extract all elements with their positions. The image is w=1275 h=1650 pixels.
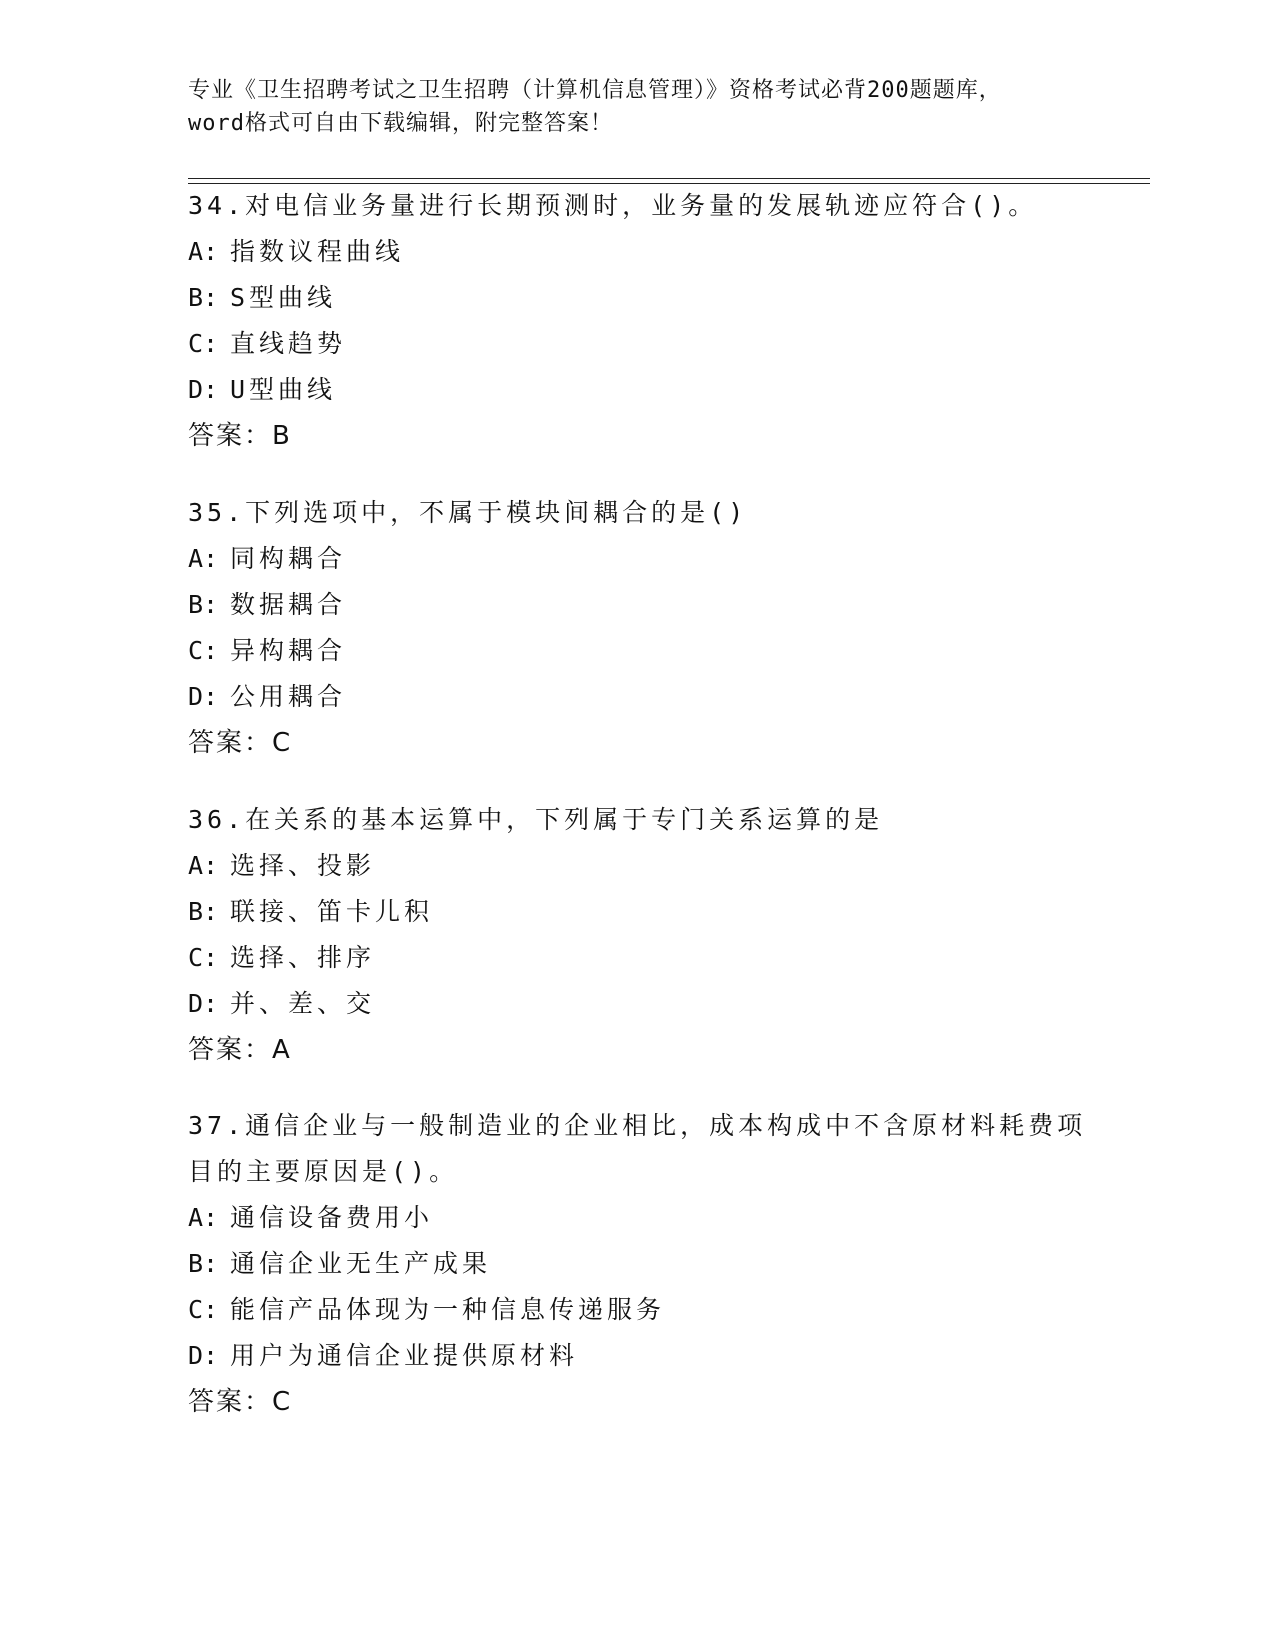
answer-value: B — [272, 421, 291, 451]
answer-value: C — [272, 1387, 292, 1417]
option-text: 并、差、交 — [230, 989, 376, 1018]
option-text: 联接、笛卡儿积 — [230, 897, 434, 926]
option-letter: A: — [188, 544, 219, 573]
option-c — [188, 321, 1088, 367]
document-header — [188, 74, 1088, 140]
option-letter: B: — [188, 283, 219, 312]
option-letter: D: — [188, 375, 219, 404]
option-letter: D: — [188, 1341, 219, 1370]
option-text: 数据耦合 — [230, 590, 347, 619]
option-text: 选择、投影 — [230, 851, 376, 880]
option-text: 选择、排序 — [230, 943, 376, 972]
option-text: U型曲线 — [230, 375, 337, 404]
option-letter: A: — [188, 851, 219, 880]
option-c — [188, 628, 1088, 674]
answer-label: 答案： — [188, 1035, 273, 1065]
option-b — [188, 275, 1088, 321]
answer-line — [188, 413, 1088, 459]
option-letter: B: — [188, 897, 219, 926]
option-letter: A: — [188, 237, 219, 266]
question-stem: 37.通信企业与一般制造业的企业相比，成本构成中不含原材料耗费项 — [188, 1111, 1087, 1140]
header-line-2: word格式可自由下载编辑，附完整答案！ — [188, 111, 613, 136]
option-text: 用户为通信企业提供原材料 — [230, 1341, 579, 1370]
option-text: 能信产品体现为一种信息传递服务 — [230, 1295, 666, 1324]
answer-value: C — [272, 728, 292, 758]
answer-line — [188, 720, 1088, 766]
option-letter: C: — [188, 943, 219, 972]
option-text: 公用耦合 — [230, 682, 347, 711]
question-stem: 34.对电信业务量进行长期预测时，业务量的发展轨迹应符合()。 — [188, 191, 1038, 220]
answer-line — [188, 1379, 1088, 1425]
option-text: S型曲线 — [230, 283, 337, 312]
option-text: 通信企业无生产成果 — [230, 1249, 492, 1278]
option-a — [188, 536, 1088, 582]
option-d — [188, 367, 1088, 413]
option-letter: D: — [188, 989, 219, 1018]
option-text: 指数议程曲线 — [230, 237, 405, 266]
answer-label: 答案： — [188, 1387, 273, 1417]
option-letter: D: — [188, 682, 219, 711]
option-b — [188, 1241, 1088, 1287]
option-d — [188, 674, 1088, 720]
header-divider-top — [188, 178, 1150, 179]
option-letter: A: — [188, 1203, 219, 1232]
option-d — [188, 981, 1088, 1027]
option-c — [188, 1287, 1088, 1333]
option-d — [188, 1333, 1088, 1379]
option-letter: C: — [188, 1295, 219, 1324]
answer-label: 答案： — [188, 421, 273, 451]
option-text: 同构耦合 — [230, 544, 347, 573]
option-a — [188, 843, 1088, 889]
option-letter: C: — [188, 329, 219, 358]
option-c — [188, 935, 1088, 981]
header-line-1: 专业《卫生招聘考试之卫生招聘（计算机信息管理）》资格考试必背200题题库， — [188, 78, 1002, 103]
option-a — [188, 1195, 1088, 1241]
answer-line — [188, 1027, 1088, 1073]
answer-value: A — [272, 1035, 291, 1065]
option-letter: B: — [188, 1249, 219, 1278]
question-stem-continued: 目的主要原因是()。 — [188, 1157, 459, 1186]
answer-label: 答案： — [188, 728, 273, 758]
option-a — [188, 229, 1088, 275]
option-text: 直线趋势 — [230, 329, 347, 358]
option-letter: C: — [188, 636, 219, 665]
question-34 — [188, 183, 1088, 459]
option-b — [188, 889, 1088, 935]
option-letter: B: — [188, 590, 219, 619]
question-37 — [188, 1103, 1088, 1425]
option-text: 异构耦合 — [230, 636, 347, 665]
question-stem: 36.在关系的基本运算中，下列属于专门关系运算的是 — [188, 805, 884, 834]
question-stem: 35.下列选项中，不属于模块间耦合的是() — [188, 498, 748, 527]
option-b — [188, 582, 1088, 628]
option-text: 通信设备费用小 — [230, 1203, 434, 1232]
question-36 — [188, 797, 1088, 1073]
question-35 — [188, 490, 1088, 766]
